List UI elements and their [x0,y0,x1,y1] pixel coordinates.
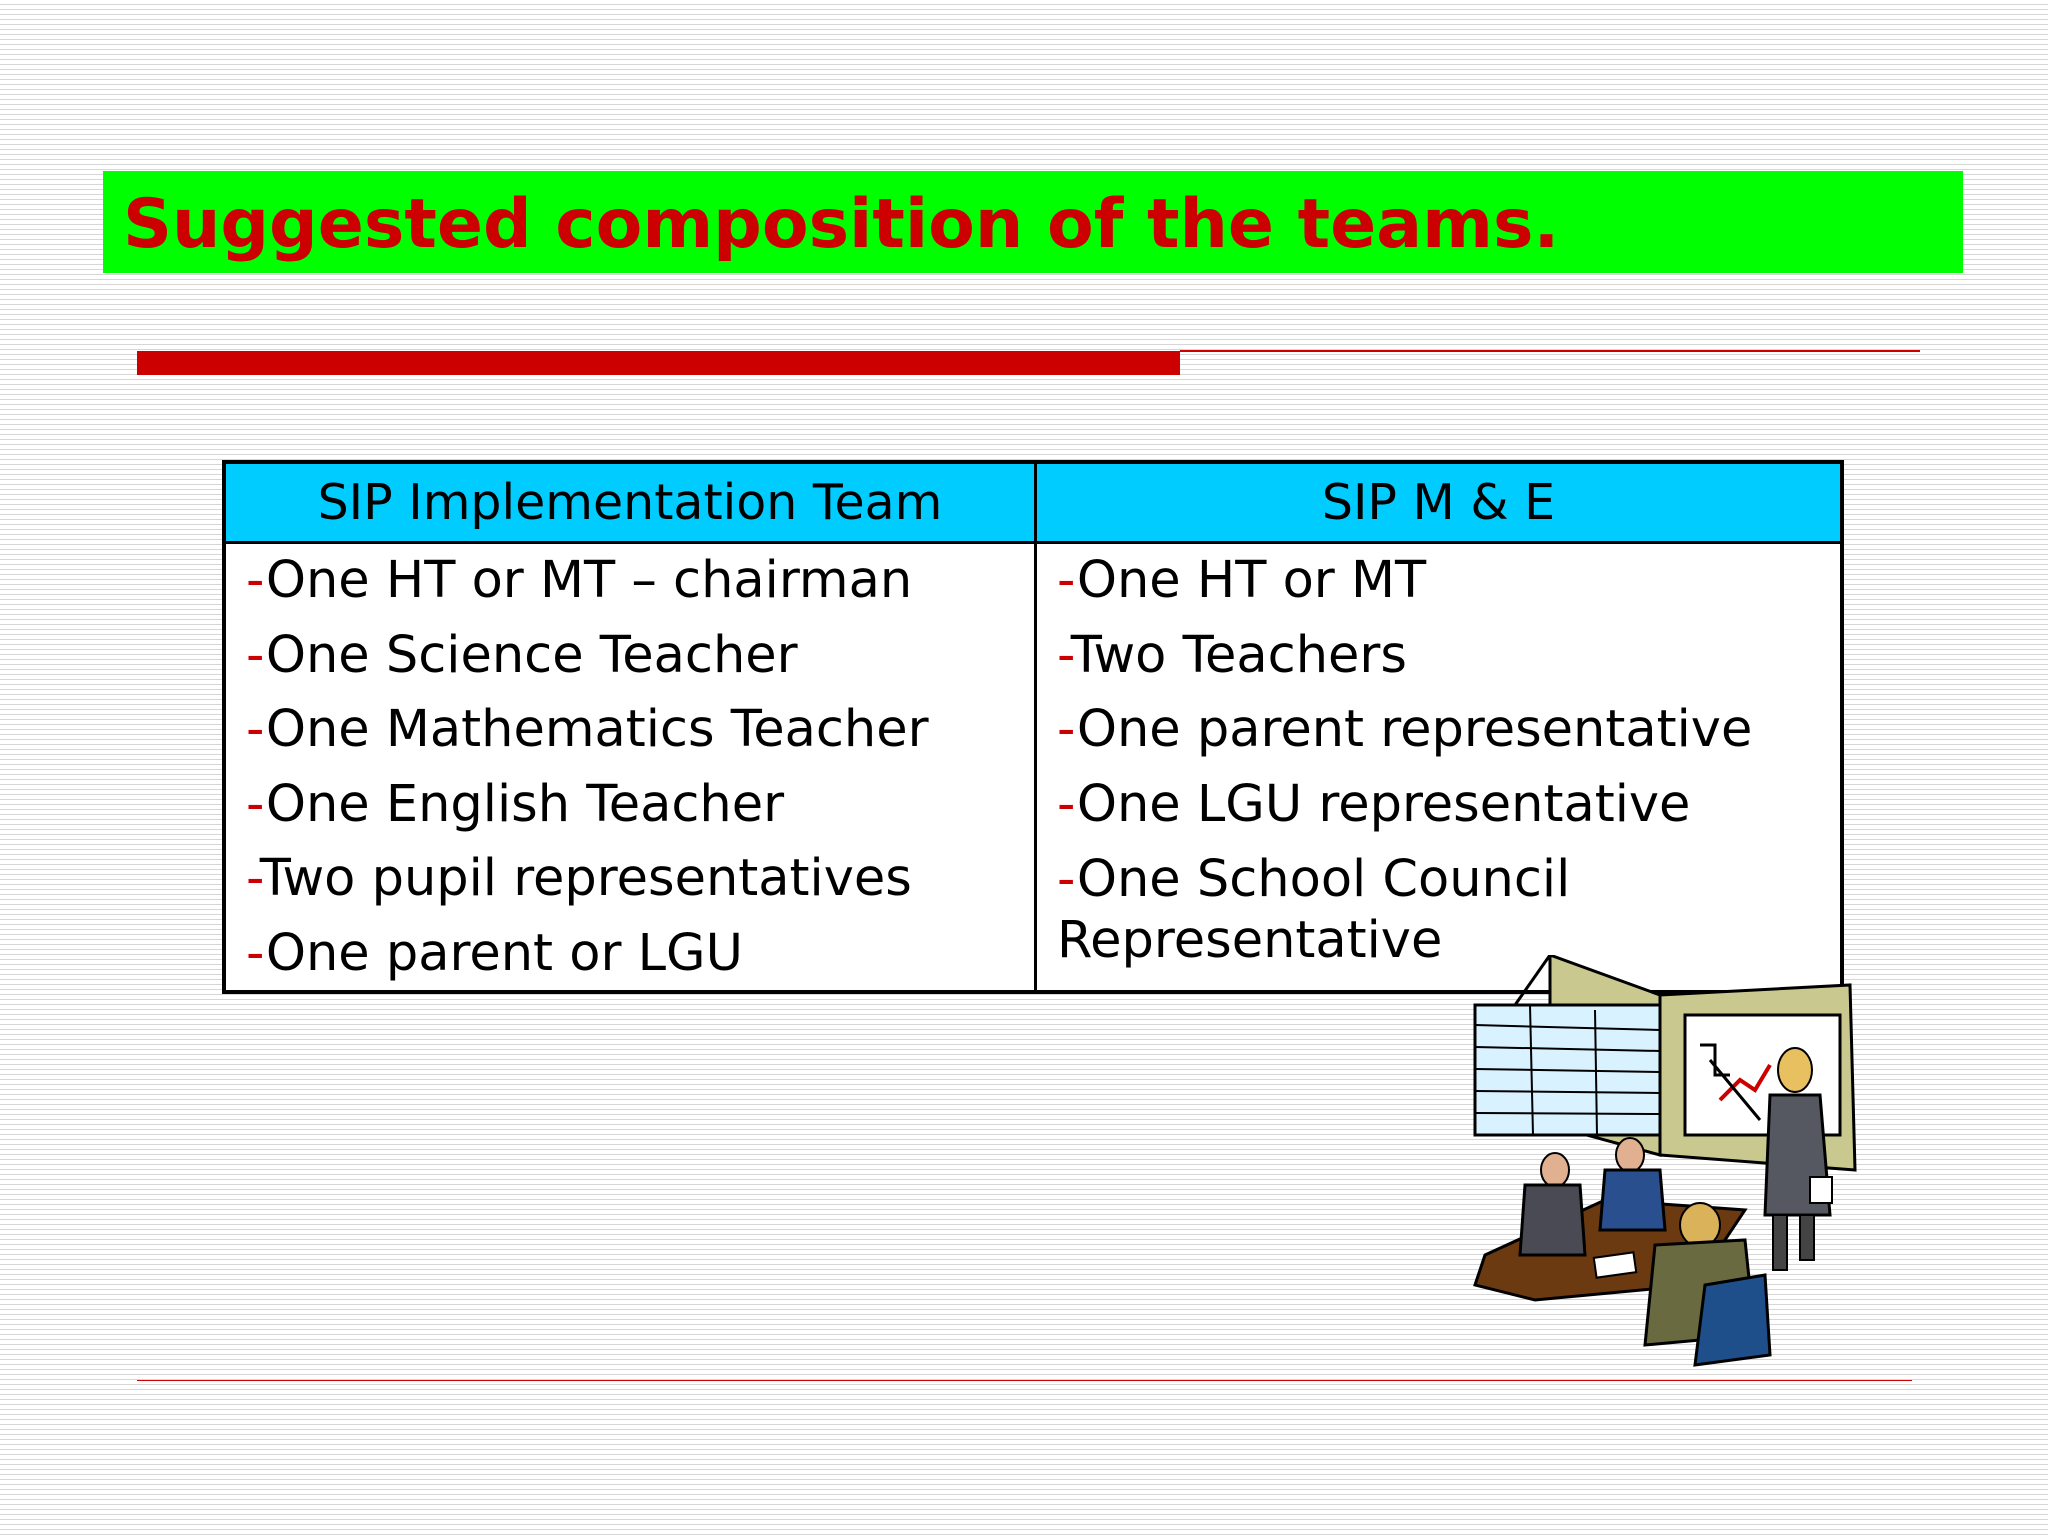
bullet-dash: - [246,774,266,834]
list-item: -One English Teacher [246,774,785,834]
header-sip-m-and-e: SIP M & E [1037,464,1840,544]
bullet-dash: - [1057,700,1077,759]
list-item: -One HT or MT – chairman [246,551,913,610]
team-composition-table [222,460,1844,994]
list-item: -One parent representative [1057,700,1753,759]
bullet-dash: - [246,923,266,983]
bullet-dash: - [246,625,266,685]
bullet-dash: - [1057,551,1077,610]
list-item: -One School Council Representative [1057,850,1571,970]
list-item: -One Mathematics Teacher [246,700,929,759]
bullet-dash: - [246,551,266,610]
list-item: -Two Teachers [1057,625,1407,685]
header-sip-implementation-team: SIP Implementation Team [226,464,1034,544]
bullet-dash: - [246,700,266,759]
list-item: -Two pupil representatives [246,849,912,908]
list-item: -One parent or LGU [246,923,743,983]
implementation-team-list [246,544,1026,991]
bullet-dash: - [246,849,260,908]
title-bar [103,171,1963,273]
column-divider [1034,464,1037,990]
footer-rule [137,1380,1912,1381]
accent-rule-thin [1180,350,1920,352]
accent-rule-thick [137,351,1180,375]
list-item: -One HT or MT [1057,551,1427,610]
list-item: -One LGU representative [1057,774,1691,834]
bullet-dash: - [1057,850,1077,909]
list-item: -One Science Teacher [246,625,798,685]
slide-title: Suggested composition of the teams. [123,185,1560,264]
meeting-presentation-clipart [1455,955,1915,1385]
m-and-e-team-list [1057,544,1837,971]
bullet-dash: - [1057,625,1071,685]
bullet-dash: - [1057,774,1077,834]
